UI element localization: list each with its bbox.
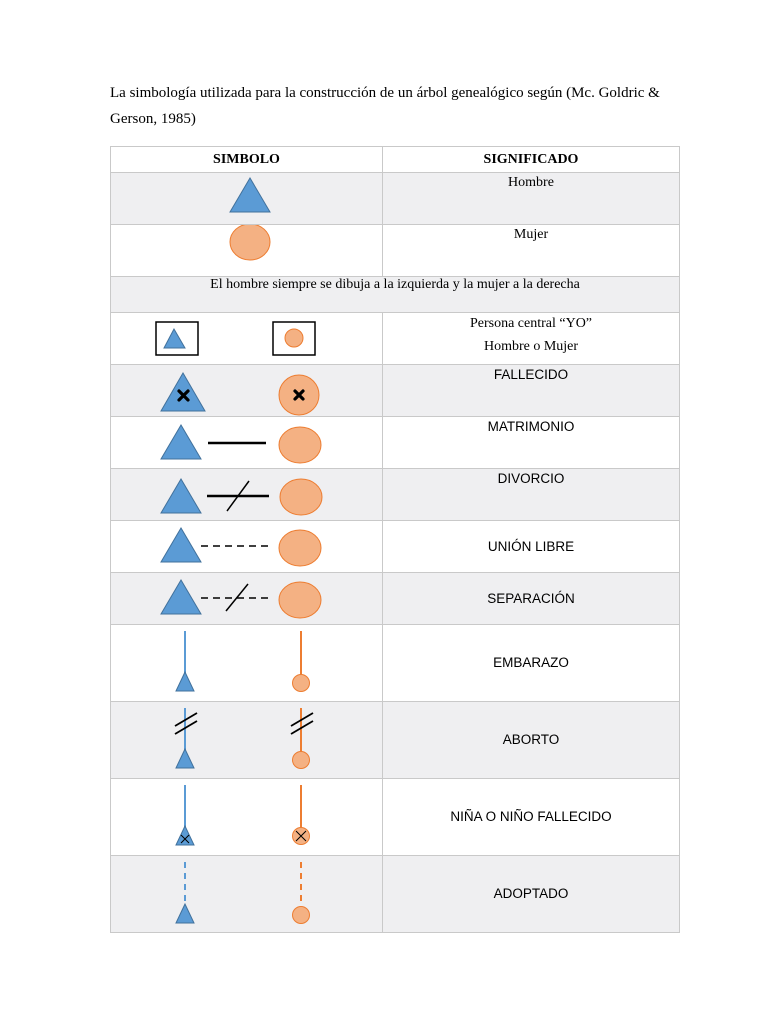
adopted-icon xyxy=(111,856,383,932)
table-row-adoptado xyxy=(111,856,680,933)
table-row-nino-fallecido xyxy=(111,779,680,856)
intro-paragraph: La simbología utilizada para la construcción de un árbol genealógico según (Mc. Goldric & Gerson, 1985) xyxy=(110,85,660,127)
table-row-hombre xyxy=(111,173,680,225)
symbol-cell xyxy=(111,225,383,277)
pregnancy-icon xyxy=(111,625,383,701)
meaning-matrimonio: MATRIMONIO xyxy=(383,417,680,469)
divorce-icon xyxy=(111,469,383,520)
table-row-union-libre xyxy=(111,521,680,573)
symbol-cell xyxy=(111,469,383,521)
table-header-row xyxy=(111,147,680,173)
separation-icon xyxy=(111,573,383,624)
symbol-cell xyxy=(111,365,383,417)
table-row-embarazo xyxy=(111,625,680,702)
meaning-mujer: Mujer xyxy=(383,225,680,277)
meaning-persona-central-line2: Hombre o Mujer xyxy=(483,339,579,354)
meaning-aborto: ABORTO xyxy=(383,702,680,779)
meaning-persona-central-line1: Persona central “YO” xyxy=(469,316,593,331)
marriage-icon xyxy=(111,417,383,468)
meaning-nino-fallecido: NIÑA O NIÑO FALLECIDO xyxy=(383,779,680,856)
symbol-cell xyxy=(111,417,383,469)
free-union-icon xyxy=(111,521,383,572)
note-left-right: El hombre siempre se dibuja a la izquierda y la mujer a la derecha xyxy=(111,277,680,313)
symbol-cell xyxy=(111,573,383,625)
central-person-icon xyxy=(111,313,383,364)
meaning-separacion: SEPARACIÓN xyxy=(383,573,680,625)
table-row-fallecido xyxy=(111,365,680,417)
female-circle-icon xyxy=(111,225,383,276)
meaning-adoptado: ADOPTADO xyxy=(383,856,680,933)
symbol-cell xyxy=(111,779,383,856)
header-symbol: SIMBOLO xyxy=(111,147,383,173)
abortion-icon xyxy=(111,702,383,778)
table-row-mujer xyxy=(111,225,680,277)
meaning-divorcio: DIVORCIO xyxy=(383,469,680,521)
meaning-persona-central xyxy=(383,313,680,365)
table-row-matrimonio xyxy=(111,417,680,469)
meaning-hombre: Hombre xyxy=(383,173,680,225)
symbol-cell xyxy=(111,313,383,365)
symbol-cell xyxy=(111,521,383,573)
genogram-symbol-table xyxy=(110,146,680,933)
deceased-icon xyxy=(111,365,383,416)
table-row-aborto xyxy=(111,702,680,779)
table-row-separacion xyxy=(111,573,680,625)
table-row-divorcio xyxy=(111,469,680,521)
symbol-cell xyxy=(111,702,383,779)
meaning-embarazo: EMBARAZO xyxy=(383,625,680,702)
table-row-persona-central xyxy=(111,313,680,365)
table-row-note xyxy=(111,277,680,313)
symbol-cell xyxy=(111,856,383,933)
meaning-union-libre: UNIÓN LIBRE xyxy=(383,521,680,573)
symbol-cell xyxy=(111,173,383,225)
symbol-cell xyxy=(111,625,383,702)
child-deceased-icon xyxy=(111,779,383,855)
male-triangle-icon xyxy=(111,173,383,224)
meaning-fallecido: FALLECIDO xyxy=(383,365,680,417)
header-meaning: SIGNIFICADO xyxy=(383,147,680,173)
